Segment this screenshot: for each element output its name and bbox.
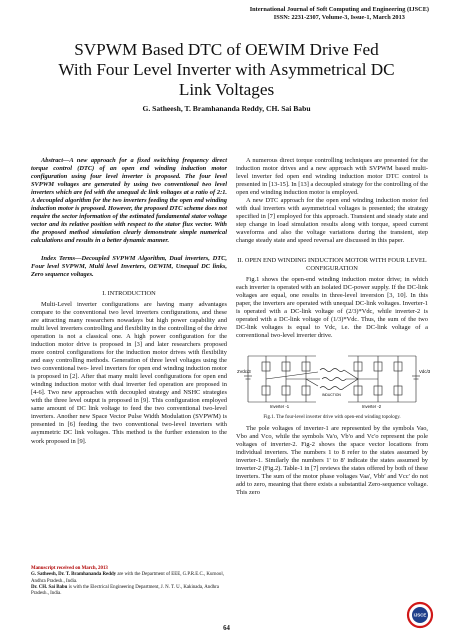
- right-paragraph-3: Fig.1 shows the open-end winding induction motor drive; in which each inverter is operated with an isolated DC-power supply. If the DC-link voltages are equal, one results in three-level inversion [3, 10]. In this paper, the inverters are operated with unequal DC-link voltages. Inverter-1 is operated with a DC-link voltage of (2/3)*Vdc, while inverter-2 is operated with a DC-link voltage of (1/3)*Vdc. Thus, the sum of the two DC-link voltages is equal to Vdc, i.e. the DC-link voltage of a conventional two-level inverter drive.: [236, 275, 428, 339]
- footnote-author-names-2: Dr. CH. Sai Babu: [31, 584, 68, 590]
- journal-name: International Journal of Soft Computing and Engineering (IJSCE): [249, 6, 429, 13]
- manuscript-footnote: [31, 566, 227, 597]
- right-source-label: Vdc/3: [419, 368, 431, 374]
- footnote-affiliation-2: is with the Electrical Engineering Department, J. N. T. U., Kakinada, Andhra Pradesh., India.: [31, 584, 219, 597]
- title-line-1: SVPWM Based DTC of OEWIM Drive Fed: [74, 40, 379, 59]
- section-heading-introduction: I. INTRODUCTION: [102, 289, 156, 297]
- page-number: 64: [223, 625, 230, 632]
- footnote-authors-2: [31, 585, 227, 598]
- circuit-diagram: [236, 348, 431, 410]
- title-line-3: Link Voltages: [178, 80, 275, 99]
- right-paragraph-4: The pole voltages of inverter-1 are represented by the symbols Vao, Vbo and Vco, while the symbols Va'o, Vb'o and Vc'o represent the pole voltages of inverter-2. Fig-2 shows the space vector locations from individual inverters. The numbers 1 to 8 refer to the states assumed by inverter-1. Similarly the numbers 1' to 8' indicate the states assumed by inverter-2 (Fig.2). Table-1 in [7] reviews the states offered by both of these inverters. The sum of the motor phase voltages Vaa', Vbb' and Vcc' do not add to zero, meaning that there exists a substantial Zero-sequence voltage. This zero: [236, 424, 428, 497]
- abstract: Abstract—A new approach for a fixed switching frequency direct torque control (DTC) of an open end winding induction motor configuration using four level inverter is proposed. The four level SVPWM voltages are generated by using two conventional two level inverters which are fed with the unequal dc link voltages at a ratio of 2:1. A decoupled algorithm for the two inverters feeding the open end winding induction motor is proposed. However, the proposed DTC scheme does not require the sector information of the estimated fundamental stator voltage vector and its relative position with respect to the stator flux vector. With the proposed method simulation clearly demonstrate simple numerical calculations and results in a better dynamic manner.: [31, 157, 227, 245]
- footnote-author-names-1: G. Satheesh, Dr. T. Bramhananda Reddy: [31, 572, 117, 578]
- journal-logo: [407, 602, 433, 628]
- figure-1-circuit: [236, 348, 431, 410]
- motor-label: INDUCTION: [322, 392, 341, 397]
- author-list: G. Satheesh, T. Bramhananda Reddy, CH. Sai Babu: [142, 104, 311, 113]
- figure-1-caption: Fig.1. The four-level inverter drive with open-end winding topology.: [263, 414, 401, 420]
- journal-header: [250, 6, 429, 22]
- left-column: [31, 157, 227, 446]
- title-line-2: With Four Level Inverter with Asymmetrical DC: [58, 60, 395, 79]
- logo-text: IJSCE: [413, 612, 427, 618]
- inverter-1-label: Inverter -1: [270, 403, 290, 409]
- footnote-affiliation-1: are with the Department of EEE, G.P.R.E.C., Kurnool, Andhra Pradesh., India.: [31, 572, 224, 584]
- right-paragraph-2: A new DTC approach for the open end winding induction motor fed with dual inverters with asymmetrical voltages is presented; the strategy specified in [7] employed for this approach. Transient and steady state and step change in load simulation results along with torque, speed current waveforms and also the voltage variations during the transient, step change steady state and speed reversal are discussed in this paper.: [236, 197, 428, 245]
- intro-paragraph: Multi-Level inverter configurations are having many advantages compare to the conventional two level inverters configurations, and these are attracting many researchers nowadays but high power capability and multi level inverters controlling and flexibility in the controlling of the drive operation is not a classical one. A high power configuration for the induction motor drive is proposed in [3] and later researchers proposed more control configurations for the induction motor drives with flexibility and easy controlling methods. Generation of three level voltages using the two conventional two- level inverters for open end winding induction motor is proposed in [2]. After that many multi level configurations for open end winding induction motor with dual inverter fed operation are proposed in [4-6]. Two new approaches with decoupled strategy and NSHC strategies with the three level output is proposed in [9]. This configuration employed same amount of DC link voltage to feed the two conventional two-level inverters. Another new Space Vector Pulse Width Modulation (SVPWM) is presented in [6] feeding the two conventional two-level inverters with asymmetric DC link voltages. This method is the further extension to the work proposed in [9].: [31, 300, 227, 445]
- right-column: [236, 157, 431, 497]
- inverter-2-label: Inverter -2: [362, 403, 382, 409]
- right-paragraph-1: A numerous direct torque controlling techniques are presented for the induction motor drives and a new approach with SVPWM based multi-level inverter fed open end winding induction motor DTC control is presented in [13-15]. In [13] a decoupled strategy for the controlling of the open end winding induction motor is employed.: [236, 157, 428, 197]
- footnote-received: Manuscript received on March, 2013: [31, 566, 108, 571]
- journal-issn: ISSN: 2231-2307, Volume-3, Issue-1, March 2013: [273, 14, 405, 21]
- index-terms: Index Terms—Decoupled SVPWM Algorithm, Dual inverters, DTC, Four level SVPWM, Multi level Inverters, OEWIM, Unequal DC links, Zero sequence voltages.: [31, 254, 227, 278]
- footnote-authors-1: [31, 572, 227, 585]
- paper-title: [0, 40, 453, 100]
- section-heading-configuration: II. OPEN END WINDING INDUCTION MOTOR WITH FOUR LEVEL CONFIGURATION: [237, 256, 427, 272]
- left-source-label: 2Vdc/3: [237, 368, 251, 374]
